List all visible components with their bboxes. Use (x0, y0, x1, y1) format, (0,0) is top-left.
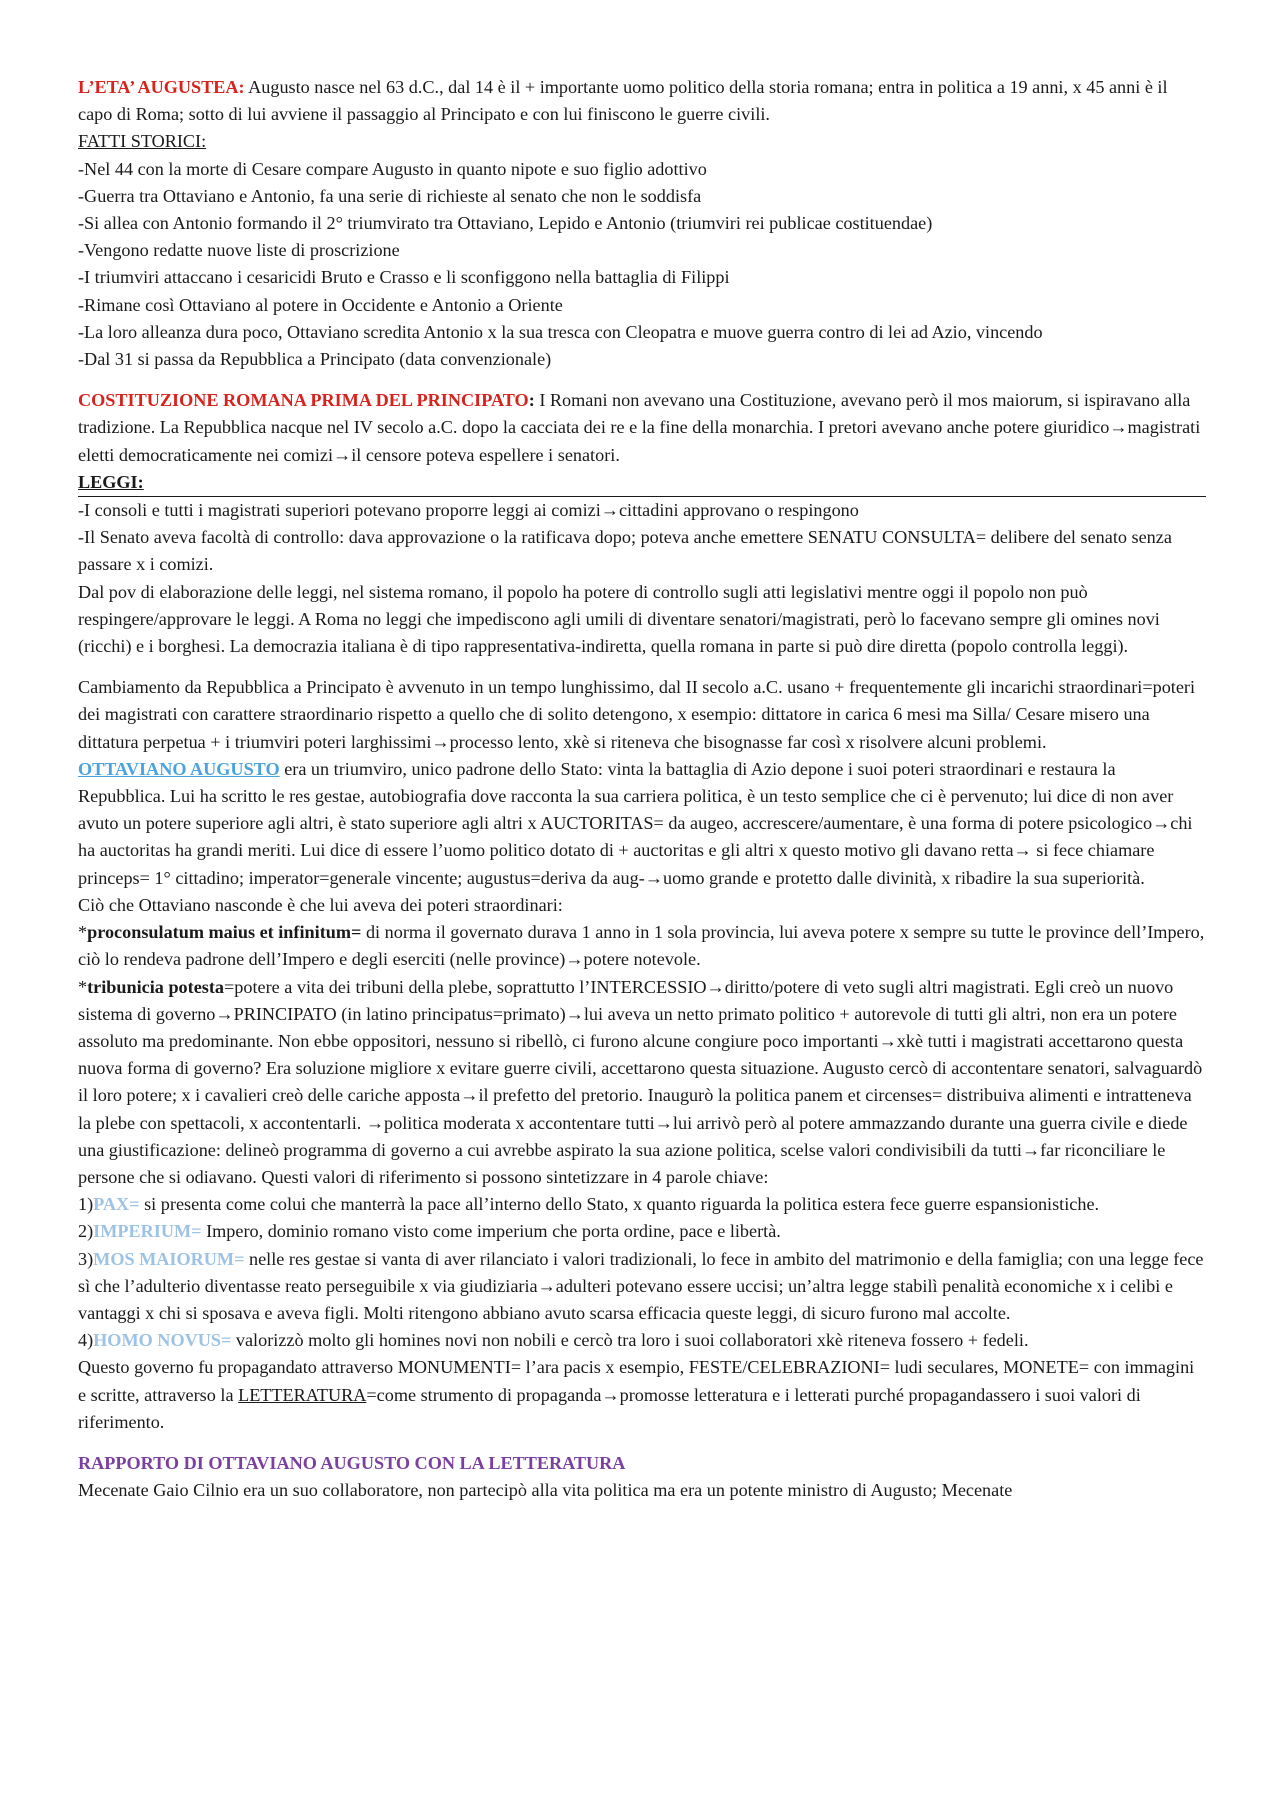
right-arrow-icon: → (878, 1030, 897, 1051)
keyword-item-mos-maiorum: 3)MOS MAIORUM= nelle res gestae si vanta di aver rilanciato i valori tradizionali, lo fece in ambito del matrimonio e della famiglia; con una legge fece sì che l’adulterio diventasse reato perseguibile x via giudiziaria→adulteri potevano essere uccisi; un’altra legge stabilì penalità economiche x i celibi e vantaggi x chi si sposava e aveva figli. Molti ritengono abbiano avuto scarsa efficacia queste leggi, di sicuro furono mal accolte. (78, 1248, 1204, 1323)
paragraph: Cambiamento da Repubblica a Principato è avvenuto in un tempo lunghissimo, dal II secolo a.C. usano + frequentemente gli incarichi straordinari=poteri dei magistrati con carattere straordinario rispetto a quello che di solito detengono, x esempio: dittatore in carica 6 mesi ma Silla/ Cesare misero una dittatura perpetua + i triumviri poteri larghissimi→processo lento, xkè si riteneva che bisognasse far così x risolvere alcuni problemi. (78, 677, 1196, 752)
paragraph: Ciò che Ottaviano nasconde è che lui aveva dei poteri straordinari: (78, 894, 563, 915)
section-heading-costituzione: COSTITUZIONE ROMANA PRIMA DEL PRINCIPATO (78, 390, 529, 411)
right-arrow-icon: → (706, 976, 725, 997)
list-item: -Guerra tra Ottaviano e Antonio, fa una serie di richieste al senato che non le soddisfa (78, 185, 702, 206)
costituzione-paragraph: COSTITUZIONE ROMANA PRIMA DEL PRINCIPATO: I Romani non avevano una Costituzione, avevano però il mos maiorum, si ispiravano alla tradizione. La Repubblica nacque nel IV secolo a.C. dopo la cacciata dei re e la fine della monarchia. I pretori avevano anche potere giuridico→magistrati eletti democraticamente nei comizi→il censore poteva espellere i senatori. (78, 390, 1201, 465)
list-item: *tribunicia potesta=potere a vita dei tribuni della plebe, soprattutto l’INTERCESSIO→diritto/potere di veto sugli altri magistrati. Egli creò un nuovo sistema di governo→PRINCIPATO (in latino principatus=primato)→lui aveva un netto primato politico + autorevole di tutti gli altri, non era un potere assoluto ma predominante. Non ebbe oppositori, nessuno si ribellò, ci furono alcune congiure poco importanti→xkè tutti i magistrati accettarono questa nuova forma di governo? Era soluzione migliore x evitare guerre civili, accettarono questa situazione. Augusto cercò di accontentare senatori, salvaguardò il loro potere; x i cavalieri creò delle cariche apposta→il prefetto del pretorio. Inaugurò la politica panem et circenses= distribuiva alimenti e intratteneva la plebe con spettacoli, x accontentarli. →politica moderata x accontentare tutti→lui arrivò però al potere ammazzando durante una guerra civile e diede una giustificazione: delineò programma di governo a cui avrebbe aspirato la sua azione politica, scelse valori condivisibili da tutti→far riconciliare le persone che si odiavano. Questi valori di riferimento si possono sintetizzare in 4 parole chiave: (78, 976, 1203, 1187)
list-item: -La loro alleanza dura poco, Ottaviano scredita Antonio x la sua tresca con Cleopatra e muove guerra contro di lei ad Azio, vincendo (78, 321, 1043, 342)
list-item: -Vengono redatte nuove liste di proscrizione (78, 240, 400, 261)
paragraph: Questo governo fu propagandato attraverso MONUMENTI= l’ara pacis x esempio, FESTE/CELEBRAZIONI= ludi seculares, MONETE= con immagini e scritte, attraverso la LETTERATURA=come strumento di propaganda→promosse letteratura e i letterati purché propagandassero i suoi valori di riferimento. (78, 1357, 1195, 1432)
right-arrow-icon: → (601, 1384, 620, 1405)
right-arrow-icon: → (365, 1112, 385, 1133)
section-heading-letteratura: RAPPORTO DI OTTAVIANO AUGUSTO CON LA LETTERATURA (78, 1452, 626, 1473)
list-item: -Si allea con Antonio formando il 2° triumvirato tra Ottaviano, Lepido e Antonio (triumviri rei publicae costituendae) (78, 213, 933, 234)
list-item: -Rimane così Ottaviano al potere in Occidente e Antonio a Oriente (78, 294, 563, 315)
keyword: HOMO NOVUS= (93, 1330, 232, 1351)
ottaviano-augusto-link[interactable]: OTTAVIANO AUGUSTO (78, 758, 280, 779)
section-heading-eta-augustea: L’ETA’ AUGUSTEA: (78, 77, 245, 97)
right-arrow-icon: → (1109, 417, 1128, 438)
right-arrow-icon: → (215, 1003, 234, 1024)
document-page (78, 74, 1206, 1504)
subheading-fatti-storici: FATTI STORICI: (78, 131, 207, 152)
right-arrow-icon: → (600, 500, 619, 521)
right-arrow-icon: → (565, 949, 584, 970)
right-arrow-icon: → (431, 731, 450, 752)
subheading-leggi: LEGGI: (78, 469, 1206, 497)
list-item: -I triumviri attaccano i cesaricidi Bruto e Crasso e li sconfiggono nella battaglia di Filippi (78, 267, 730, 288)
list-item: *proconsulatum maius et infinitum= di norma il governato durava 1 anno in 1 sola provincia, lui aveva potere x sempre su tutte le province dell’Impero, ciò lo rendeva padrone dell’Impero e degli eserciti (nelle province)→potere notevole. (78, 922, 1205, 970)
right-arrow-icon: → (644, 867, 663, 888)
paragraph: Dal pov di elaborazione delle leggi, nel sistema romano, il popolo ha potere di controllo sugli atti legislativi mentre oggi il popolo non può respingere/approvare le leggi. A Roma no leggi che impediscono agli umili di diventare senatori/magistrati, però lo facevano sempre gli omines novi (ricchi) e i borghesi. La democrazia italiana è di tipo rappresentativa-indiretta, quella romana in parte si può dire diretta (popolo controlla leggi). (78, 581, 1160, 657)
ottaviano-paragraph: OTTAVIANO AUGUSTO era un triumviro, unico padrone dello Stato: vinta la battaglia di Azio depone i suoi poteri straordinari e restaura la Repubblica. Lui ha scritto le res gestae, autobiografia dove racconta la sua carriera politica, è un testo semplice che ci è pervenuto; lui dice di non aver avuto un potere superiore agli altri, è stato superiore agli altri x AUCTORITAS= da augeo, accrescere/aumentare, è una forma di potere psicologico→chi ha auctoritas ha grandi meriti. Lui dice di essere l’uomo politico dotato di + auctoritas e gli altri x questo motivo gli davano retta→ si fece chiamare princeps= 1° cittadino; imperator=generale vincente; augustus=deriva da aug-→uomo grande e protetto dalle divinità, x ribadire la sua superiorità. (78, 758, 1193, 888)
right-arrow-icon: → (537, 1275, 556, 1296)
keyword: IMPERIUM= (93, 1221, 202, 1242)
list-item: -Il Senato aveva facoltà di controllo: dava approvazione o la ratificava dopo; poteva anche emettere SENATU CONSULTA= delibere del senato senza passare x i comizi. (78, 527, 1172, 575)
paragraph: Mecenate Gaio Cilnio era un suo collaboratore, non partecipò alla vita politica ma era un potente ministro di Augusto; Mecenate (78, 1480, 1013, 1501)
list-item: -Dal 31 si passa da Repubblica a Principato (data convenzionale) (78, 349, 552, 370)
right-arrow-icon: → (460, 1085, 479, 1106)
keyword: PAX= (93, 1194, 140, 1215)
right-arrow-icon: → (333, 444, 352, 465)
right-arrow-icon: → (1152, 813, 1171, 834)
keyword-item-pax: 1)PAX= si presenta come colui che manterrà la pace all’interno dello Stato, x quanto riguarda la politica estera fece guerre espansionistiche. (78, 1194, 1100, 1215)
intro-paragraph: L’ETA’ AUGUSTEA: Augusto nasce nel 63 d.C., dal 14 è il + importante uomo politico della storia romana; entra in politica a 19 anni, x 45 anni è il capo di Roma; sotto di lui avviene il passaggio al Principato e con lui finiscono le guerre civili. (78, 77, 1168, 125)
keyword-item-imperium: 2)IMPERIUM= Impero, dominio romano visto come imperium che porta ordine, pace e libertà. (78, 1221, 781, 1242)
keyword-item-homo-novus: 4)HOMO NOVUS= valorizzò molto gli homines novi non nobili e cercò tra loro i suoi collaboratori xkè riteneva fossero + fedeli. (78, 1330, 1029, 1351)
right-arrow-icon: → (1021, 1139, 1041, 1160)
right-arrow-icon: → (565, 1003, 584, 1024)
right-arrow-icon: → (654, 1112, 673, 1133)
right-arrow-icon: → (1013, 840, 1032, 861)
list-item: -Nel 44 con la morte di Cesare compare Augusto in quanto nipote e suo figlio adottivo (78, 158, 707, 179)
list-item: -I consoli e tutti i magistrati superiori potevano proporre leggi ai comizi→cittadini approvano o respingono (78, 500, 859, 521)
keyword: MOS MAIORUM= (93, 1248, 245, 1269)
